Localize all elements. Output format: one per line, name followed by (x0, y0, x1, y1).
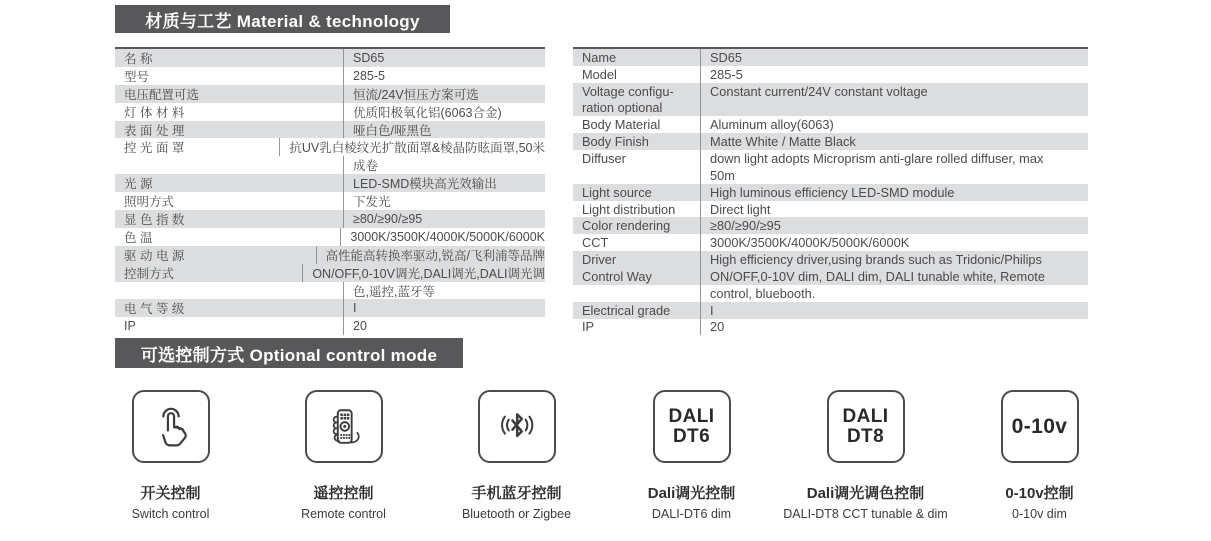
row-label: 灯 体 材 料 (124, 105, 185, 120)
table-row (573, 116, 1088, 133)
row-value: 优质阳极氧化铝(6063合金) (343, 103, 545, 121)
table-row (115, 121, 545, 139)
row-label (573, 167, 700, 184)
control-mode (953, 390, 1126, 521)
control-mode-label-en: DALI-DT8 CCT tunable & dim (783, 507, 948, 521)
row-value: I (343, 299, 545, 317)
control-mode (257, 390, 430, 521)
row-label: 电 气 等 级 (124, 302, 185, 317)
row-label: Light source (582, 184, 652, 200)
row-label: Diffuser (582, 150, 626, 166)
spec-table-cn (115, 47, 545, 335)
dali-dt8-icon (827, 390, 905, 463)
row-label (115, 282, 343, 300)
row-label: 照明方式 (124, 195, 175, 210)
dali-dt6-icon (653, 390, 731, 463)
table-row (573, 234, 1088, 251)
spec-table-en (573, 47, 1088, 335)
table-row (573, 66, 1088, 83)
row-value: 285-5 (700, 66, 1088, 83)
table-row (573, 167, 1088, 184)
row-value: 高性能高转换率驱动,锐高/飞利浦等品牌 (316, 246, 545, 264)
table-row (115, 174, 545, 192)
row-value: 20 (343, 317, 545, 335)
row-label: Color rendering (582, 218, 671, 234)
row-label: 显 色 指 数 (124, 212, 185, 227)
row-value: 抗UV乳白棱纹光扩散面罩&棱晶防眩面罩,50米 (279, 138, 545, 156)
row-value: ON/OFF,0-10V调光,DALI调光,DALI调光调 (302, 264, 545, 282)
row-value: 285-5 (343, 67, 545, 85)
row-value: down light adopts Microprism anti-glare rolled diffuser, max (700, 150, 1088, 167)
row-value: 成卷 (343, 156, 545, 174)
row-value: ≥80/≥90/≥95 (700, 217, 1088, 234)
table-row (115, 282, 545, 300)
row-label: 名 称 (124, 51, 153, 66)
control-mode (605, 390, 778, 521)
table-row (115, 228, 545, 246)
row-value: ON/OFF,0-10V dim, DALI dim, DALI tunable white, Remote (700, 268, 1088, 285)
table-row (115, 138, 545, 156)
table-row (115, 192, 545, 210)
table-row (573, 319, 1088, 336)
table-row (573, 49, 1088, 66)
row-value: High efficiency driver,using brands such as Tridonic/Philips (700, 251, 1088, 268)
row-label: 控 光 面 罩 (124, 141, 185, 156)
row-value: High luminous efficiency LED-SMD module (700, 184, 1088, 201)
row-value: 下发光 (343, 192, 545, 210)
table-row (115, 103, 545, 121)
table-row (573, 302, 1088, 319)
row-label: 驱 动 电 源 (124, 248, 185, 263)
row-label: IP (582, 319, 595, 335)
control-mode-label-en: Remote control (301, 507, 386, 521)
row-value: 3000K/3500K/4000K/5000K/6000K (700, 234, 1088, 251)
row-label: 型号 (124, 69, 150, 84)
table-row (115, 317, 545, 335)
row-value: Direct light (700, 201, 1088, 218)
icon-text: 0-10v (1011, 414, 1068, 438)
control-mode (430, 390, 603, 521)
table-row (115, 67, 545, 85)
row-value: I (700, 302, 1088, 319)
row-label (573, 285, 700, 302)
table-row (573, 217, 1088, 234)
row-value: ≥80/≥90/≥95 (343, 210, 545, 228)
bluetooth-icon (478, 390, 556, 463)
table-row (115, 49, 545, 67)
control-mode-label-en: Bluetooth or Zigbee (461, 507, 572, 521)
row-value: 3000K/3500K/4000K/5000K/6000K (340, 228, 545, 246)
row-label: CCT (582, 235, 609, 251)
row-label: ration optional (582, 100, 663, 116)
row-value (700, 100, 1088, 117)
control-mode-label-cn: 手机蓝牙控制 (471, 485, 562, 502)
row-value: 色,遥控,蓝牙等 (343, 282, 545, 300)
row-label: 控制方式 (124, 266, 175, 281)
icon-text: DALI (842, 405, 889, 427)
tap-icon (132, 390, 210, 463)
0-10v-icon (1001, 390, 1079, 463)
table-row (573, 83, 1088, 100)
table-row (115, 210, 545, 228)
control-mode-label-cn: 0-10v控制 (1005, 485, 1074, 502)
control-mode-label-cn: Dali调光控制 (647, 485, 736, 502)
control-mode-label-en: DALI-DT6 dim (651, 507, 732, 521)
table-row (573, 133, 1088, 150)
row-label: Control Way (582, 268, 652, 284)
control-mode-label-cn: Dali调光调色控制 (806, 485, 925, 502)
row-label: 表 面 处 理 (124, 123, 185, 138)
control-mode-label-cn: 遥控控制 (313, 485, 374, 502)
row-label: Body Material (582, 117, 661, 133)
section-title-control: 可选控制方式 Optional control mode (115, 338, 463, 368)
table-row (115, 264, 545, 282)
row-value: Constant current/24V constant voltage (700, 83, 1088, 100)
row-label: Voltage configu- (582, 83, 674, 99)
row-label: 色 温 (124, 230, 153, 245)
row-label: 光 源 (124, 177, 153, 192)
row-value: 50m (700, 167, 1088, 184)
row-label: 电压配置可选 (124, 87, 200, 102)
icon-text: DALI (668, 405, 715, 427)
icon-text: DT6 (672, 425, 711, 447)
row-value: Matte White / Matte Black (700, 133, 1088, 150)
row-value: 哑白色/哑黑色 (343, 121, 545, 139)
table-row (573, 268, 1088, 285)
row-value: 恒流/24V恒压方案可选 (343, 85, 545, 103)
row-label: IP (124, 319, 136, 334)
row-label: Electrical grade (582, 302, 671, 318)
row-value: Aluminum alloy(6063) (700, 116, 1088, 133)
table-row (115, 85, 545, 103)
icon-text: DT8 (846, 425, 885, 447)
table-row (115, 246, 545, 264)
table-row (115, 156, 545, 174)
row-label: Model (582, 66, 617, 82)
table-row (573, 100, 1088, 117)
row-label: Body Finish (582, 134, 649, 150)
row-label: Name (582, 49, 617, 65)
table-row (573, 285, 1088, 302)
row-label: Driver (582, 252, 617, 268)
control-mode (779, 390, 952, 521)
row-value: 20 (700, 319, 1088, 336)
row-value: SD65 (700, 49, 1088, 66)
table-row (573, 201, 1088, 218)
row-label: Light distribution (582, 201, 676, 217)
table-row (573, 150, 1088, 167)
row-value: control, bluebooth. (700, 285, 1088, 302)
row-value: LED-SMD模块高光效输出 (343, 174, 545, 192)
control-mode (84, 390, 257, 521)
row-label (115, 156, 343, 174)
table-row (573, 184, 1088, 201)
row-value: SD65 (343, 49, 545, 67)
section-title-material: 材质与工艺 Material & technology (115, 5, 450, 33)
table-row (115, 299, 545, 317)
table-row (573, 251, 1088, 268)
control-mode-label-cn: 开关控制 (140, 485, 201, 502)
control-mode-label-en: Switch control (131, 507, 210, 521)
remote-icon (305, 390, 383, 463)
control-mode-label-en: 0-10v dim (1012, 507, 1067, 521)
